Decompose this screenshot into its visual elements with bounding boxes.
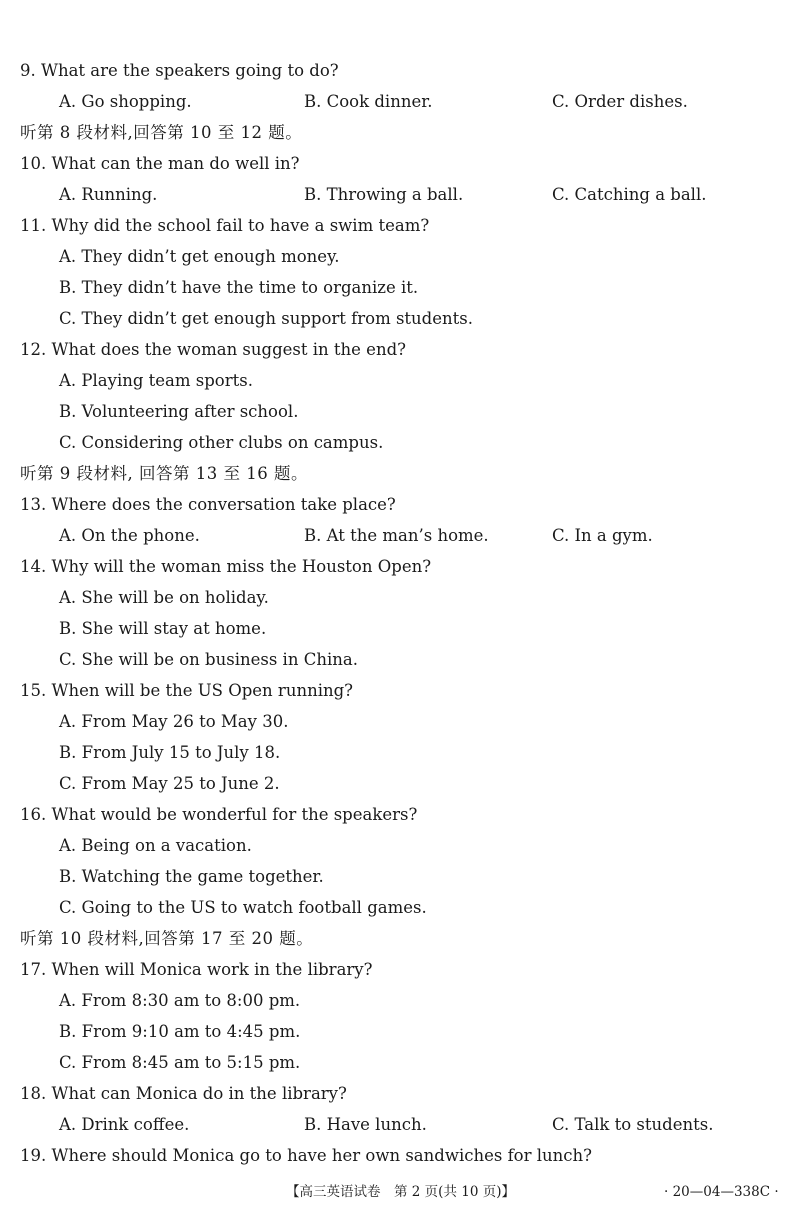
question-14: 14. Why will the woman miss the Houston Open?	[20, 557, 432, 576]
option-a: A. Drink coffee.	[59, 1115, 190, 1134]
option-c: C. Considering other clubs on campus.	[59, 433, 384, 452]
question-17: 17. When will Monica work in the library?	[20, 960, 373, 979]
option-c: C. Going to the US to watch football games.	[59, 898, 427, 917]
option-a: A. From 8:30 am to 8:00 pm.	[59, 991, 301, 1010]
question-16: 16. What would be wonderful for the speakers?	[20, 805, 418, 824]
option-b: B. Volunteering after school.	[59, 402, 299, 421]
option-b: B. From 9:10 am to 4:45 pm.	[59, 1022, 301, 1041]
question-13-options	[59, 520, 794, 551]
option-a: A. From May 26 to May 30.	[59, 712, 289, 731]
question-15: 15. When will be the US Open running?	[20, 681, 354, 700]
option-b: B. She will stay at home.	[59, 619, 267, 638]
option-c: C. Order dishes.	[552, 92, 688, 111]
question-9: 9. What are the speakers going to do?	[20, 61, 339, 80]
option-a: A. She will be on holiday.	[59, 588, 269, 607]
option-b: B. Watching the game together.	[59, 867, 324, 886]
option-a: A. They didn’t get enough money.	[59, 247, 340, 266]
option-b: B. Have lunch.	[304, 1115, 427, 1134]
question-11: 11. Why did the school fail to have a swim team?	[20, 216, 430, 235]
option-c: C. From 8:45 am to 5:15 pm.	[59, 1053, 301, 1072]
option-c: C. They didn’t get enough support from students.	[59, 309, 473, 328]
option-b: B. They didn’t have the time to organize it.	[59, 278, 419, 297]
question-10: 10. What can the man do well in?	[20, 154, 300, 173]
question-10-options	[59, 179, 794, 210]
option-a: A. Go shopping.	[59, 92, 192, 111]
option-b: B. At the man’s home.	[304, 526, 489, 545]
question-12: 12. What does the woman suggest in the end?	[20, 340, 406, 359]
option-c: C. In a gym.	[552, 526, 653, 545]
option-a: A. Being on a vacation.	[59, 836, 252, 855]
option-c: C. Talk to students.	[552, 1115, 714, 1134]
option-b: B. Cook dinner.	[304, 92, 433, 111]
option-b: B. Throwing a ball.	[304, 185, 464, 204]
section-heading-9: 听第 9 段材料, 回答第 13 至 16 题。	[20, 464, 308, 483]
option-c: C. From May 25 to June 2.	[59, 774, 280, 793]
page-footer-code: · 20—04—338C ·	[664, 1184, 779, 1200]
question-13: 13. Where does the conversation take place?	[20, 495, 396, 514]
option-c: C. She will be on business in China.	[59, 650, 358, 669]
question-19: 19. Where should Monica go to have her own sandwiches for lunch?	[20, 1146, 592, 1165]
option-b: B. From July 15 to July 18.	[59, 743, 281, 762]
option-a: A. Running.	[59, 185, 158, 204]
question-18-options	[59, 1109, 794, 1140]
section-heading-8: 听第 8 段材料,回答第 10 至 12 题。	[20, 123, 303, 142]
option-a: A. On the phone.	[59, 526, 200, 545]
question-9-options	[59, 86, 794, 117]
question-18: 18. What can Monica do in the library?	[20, 1084, 347, 1103]
section-heading-10: 听第 10 段材料,回答第 17 至 20 题。	[20, 929, 314, 948]
option-a: A. Playing team sports.	[59, 371, 253, 390]
page-footer-title: 【高三英语试卷 第 2 页(共 10 页)】	[286, 1184, 515, 1200]
option-c: C. Catching a ball.	[552, 185, 707, 204]
